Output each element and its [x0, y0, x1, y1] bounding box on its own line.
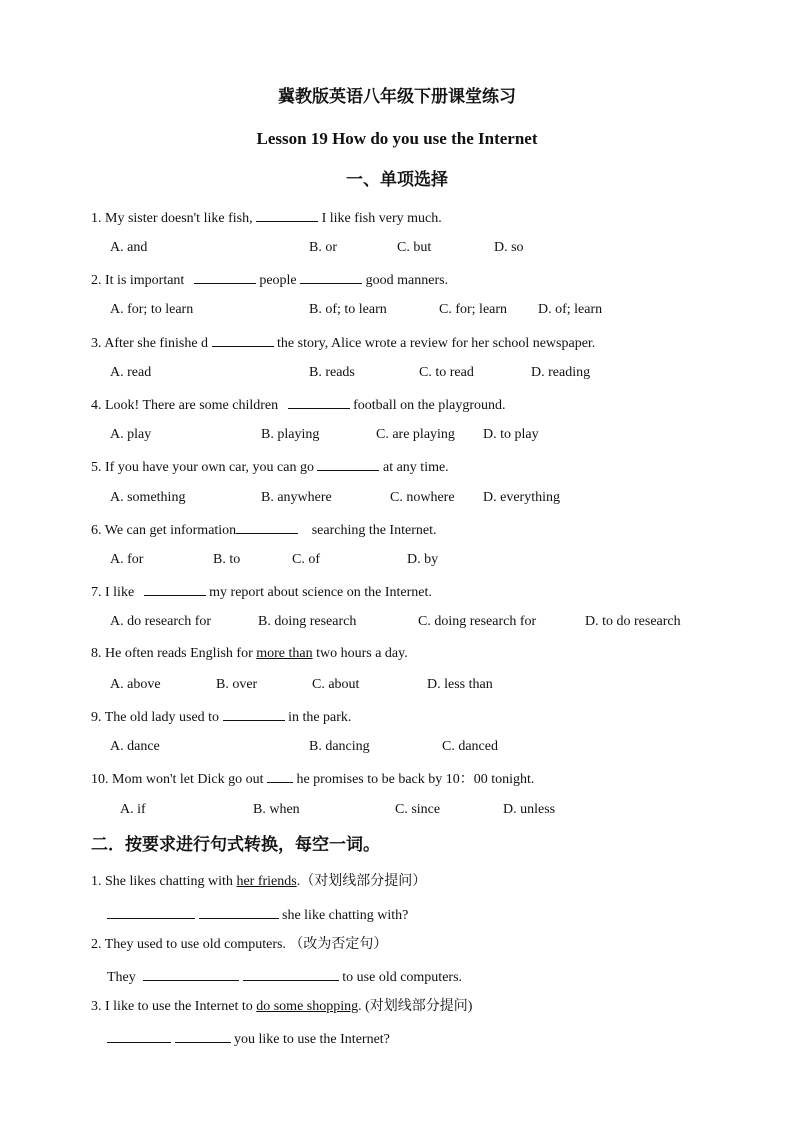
option: C. nowhere	[390, 490, 455, 505]
answer-blank[interactable]	[300, 270, 362, 284]
question-text: my report about science on the Internet.	[209, 585, 432, 600]
answer-line-1	[107, 905, 408, 925]
document-title: 冀教版英语八年级下册课堂练习	[278, 87, 516, 106]
question-3	[91, 333, 595, 353]
option: A. and	[110, 240, 148, 255]
answer-blank[interactable]	[256, 208, 318, 222]
underlined-phrase: do some shopping	[256, 999, 359, 1014]
question-text: I like fish very much.	[321, 211, 442, 226]
option: A. do research for	[110, 614, 212, 629]
option: C. but	[397, 240, 432, 255]
option: D. to do research	[585, 614, 681, 629]
question-text: Look! There are some children	[105, 398, 279, 413]
answer-blank[interactable]	[107, 905, 195, 919]
option: D. to play	[483, 427, 539, 442]
answer-line-text: she like chatting with?	[282, 908, 409, 923]
answer-blank[interactable]	[199, 905, 279, 919]
question-number: 3.	[91, 336, 102, 351]
option: C. about	[312, 677, 360, 692]
option: B. dancing	[309, 739, 370, 754]
question-text: . (对划线部分提问)	[358, 999, 473, 1014]
answer-blank[interactable]	[212, 333, 274, 347]
answer-line-text: They	[107, 970, 136, 985]
question-text: two hours a day.	[316, 646, 408, 661]
question-text: He often reads English for	[105, 646, 253, 661]
underlined-phrase: more than	[256, 646, 313, 661]
answer-blank[interactable]	[236, 520, 298, 534]
question-text: They used to use old computers. （改为否定句）	[104, 937, 388, 952]
option: C. are playing	[376, 427, 455, 442]
question-6	[91, 520, 436, 540]
question-number: 1.	[91, 211, 102, 226]
question-text: at any time.	[382, 460, 449, 475]
option: A. something	[110, 490, 186, 505]
question-2	[91, 270, 448, 290]
option: C. for; learn	[439, 302, 508, 317]
question-number: 10.	[91, 772, 109, 787]
option: A. if	[120, 802, 146, 817]
question-number: 1.	[91, 874, 102, 889]
underlined-phrase: her friends	[236, 874, 297, 889]
option: C. danced	[442, 739, 498, 754]
option: B. to	[213, 552, 241, 567]
answer-blank[interactable]	[107, 1029, 171, 1043]
option: B. of; to learn	[309, 302, 387, 317]
option: C. to read	[419, 365, 474, 380]
question-number: 5.	[91, 460, 102, 475]
option: A. dance	[110, 739, 160, 754]
question-text: .（对划线部分提问）	[296, 874, 427, 889]
question-8	[91, 645, 408, 663]
question-text: She likes chatting with	[105, 874, 233, 889]
answer-line-text: to use old computers.	[342, 970, 463, 985]
question-text: We can get information	[104, 523, 237, 538]
option: D. so	[494, 240, 524, 255]
answer-blank[interactable]	[175, 1029, 231, 1043]
question-number: 3.	[91, 999, 102, 1014]
question-text: It is important	[105, 273, 185, 288]
section-heading-1: 一、单项选择	[346, 170, 448, 189]
question-text: football on the playground.	[353, 398, 506, 413]
option: B. reads	[309, 365, 355, 380]
question-text: the story, Alice wrote a review for her school newspaper.	[277, 336, 596, 351]
transform-question-2	[91, 936, 387, 954]
answer-blank[interactable]	[317, 457, 379, 471]
question-text: good manners.	[365, 273, 449, 288]
option: D. less than	[427, 677, 493, 692]
option: B. playing	[261, 427, 320, 442]
question-number: 9.	[91, 710, 102, 725]
option: D. by	[407, 552, 439, 567]
option: B. when	[253, 802, 300, 817]
question-text: searching the Internet.	[311, 523, 437, 538]
question-text: The old lady used to	[104, 710, 220, 725]
question-number: 7.	[91, 585, 102, 600]
option: A. for	[110, 552, 144, 567]
option: C. of	[292, 552, 320, 567]
question-text: he promises to be back by 10：00 tonight.	[296, 772, 535, 787]
option: C. doing research for	[418, 614, 537, 629]
question-number: 4.	[91, 398, 102, 413]
question-text: I like	[105, 585, 135, 600]
answer-blank[interactable]	[267, 769, 293, 783]
question-1	[91, 208, 442, 228]
option: A. play	[110, 427, 152, 442]
option: B. doing research	[258, 614, 357, 629]
option: D. of; learn	[538, 302, 603, 317]
option: D. unless	[503, 802, 556, 817]
question-text: Mom won't let Dick go out	[112, 772, 264, 787]
question-7	[91, 582, 432, 602]
answer-blank[interactable]	[194, 270, 256, 284]
question-text: I like to use the Internet to	[105, 999, 253, 1014]
option: D. reading	[531, 365, 591, 380]
answer-blank[interactable]	[223, 707, 285, 721]
question-number: 8.	[91, 646, 102, 661]
option: A. read	[110, 365, 152, 380]
question-5	[91, 457, 449, 477]
answer-blank[interactable]	[143, 967, 239, 981]
option: B. or	[309, 240, 337, 255]
option: A. above	[110, 677, 161, 692]
section-heading-2: 二．按要求进行句式转换，每空一词。	[91, 835, 380, 854]
question-9	[91, 707, 351, 727]
question-text: My sister doesn't like fish,	[105, 211, 253, 226]
option: D. everything	[483, 490, 560, 505]
answer-blank[interactable]	[144, 582, 206, 596]
transform-question-3	[91, 998, 472, 1016]
question-text: If you have your own car, you can go	[105, 460, 314, 475]
question-text: in the park.	[288, 710, 352, 725]
option: C. since	[395, 802, 441, 817]
question-text: people	[259, 273, 297, 288]
answer-line-text: you like to use the Internet?	[234, 1032, 390, 1047]
question-text: After she finishe d	[104, 336, 209, 351]
question-number: 2.	[91, 273, 102, 288]
lesson-title: Lesson 19 How do you use the Internet	[256, 129, 538, 148]
question-4	[91, 395, 506, 415]
answer-blank[interactable]	[243, 967, 339, 981]
option: B. anywhere	[261, 490, 332, 505]
answer-blank[interactable]	[288, 395, 350, 409]
option: B. over	[216, 677, 258, 692]
question-10	[91, 769, 534, 789]
question-number: 2.	[91, 937, 102, 952]
question-number: 6.	[91, 523, 102, 538]
option: A. for; to learn	[110, 302, 194, 317]
answer-line-3	[107, 1029, 390, 1049]
transform-question-1	[91, 873, 426, 891]
answer-line-2	[107, 967, 462, 987]
